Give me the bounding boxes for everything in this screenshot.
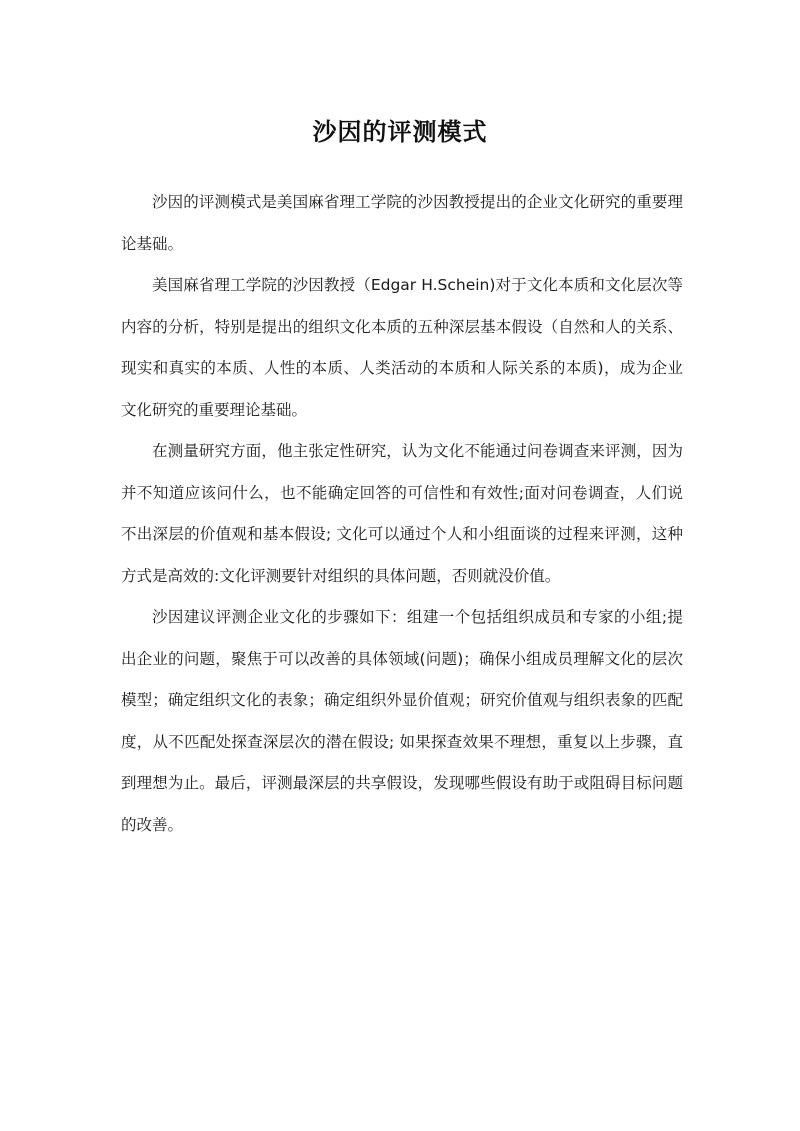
- paragraph-3: 在测量研究方面，他主张定性研究，认为文化不能通过问卷调查来评测，因为并不知道应该问什么，也不能确定回答的可信性和有效性;面对问卷调查，人们说不出深层的价值观和基本假设; 文化可以通过个人和小组面谈的过程来评测，这种方式是高效的:文化评测要针对组织的具体问题，否则就没价值。: [121, 442, 683, 585]
- paragraph-2: 美国麻省理工学院的沙因教授（Edgar H.Schein)对于文化本质和文化层次等内容的分析，特别是提出的组织文化本质的五种深层基本假设（自然和人的关系、现实和真实的本质、人性的本质、人类活动的本质和人际关系的本质)，成为企业文化研究的重要理论基础。: [121, 276, 683, 419]
- paragraph-1: 沙因的评测模式是美国麻省理工学院的沙因教授提出的企业文化研究的重要理论基础。: [121, 193, 683, 253]
- document-body: [121, 182, 683, 846]
- page-title: 沙因的评测模式: [312, 118, 488, 146]
- paragraph-4: 沙因建议评测企业文化的步骤如下：组建一个包括组织成员和专家的小组;提出企业的问题，聚焦于可以改善的具体领域(问题)；确保小组成员理解文化的层次模型；确定组织文化的表象；确定组织外显价值观；研究价值观与组织表象的匹配度，从不匹配处探查深层次的潜在假设; 如果探查效果不理想，重复以上步骤，直到理想为止。最后，评测最深层的共享假设，发现哪些假设有助于或阻碍目标问题的改善。: [121, 608, 683, 834]
